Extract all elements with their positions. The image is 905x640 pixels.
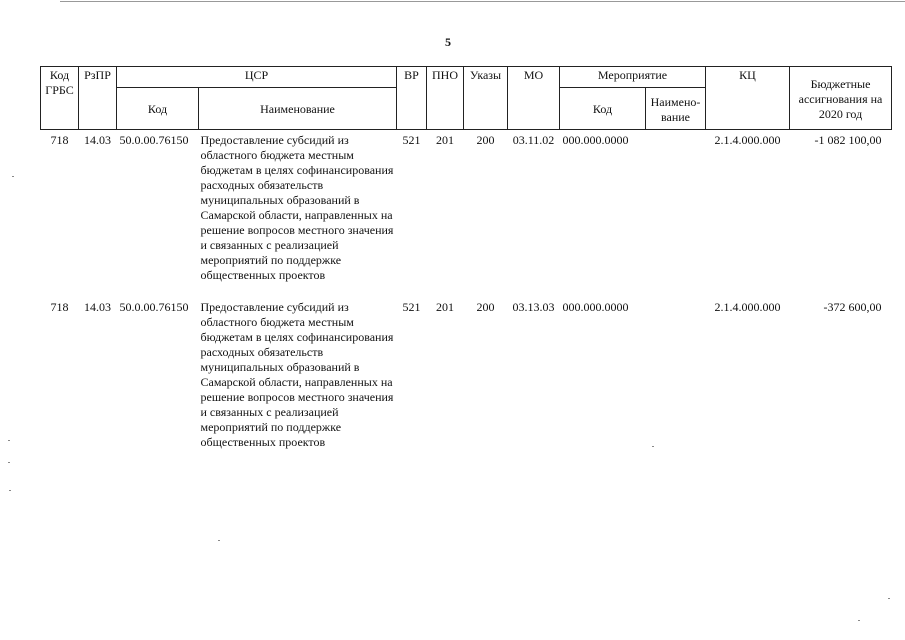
cell-rzpr: 14.03 [84,133,111,147]
cell-csr-kod: 50.0.00.76150 [119,300,189,314]
cell-mo: 03.11.02 [512,133,555,147]
table-header [41,67,892,130]
budget-allocation-table [40,66,892,450]
cell-mo: 03.13.03 [512,300,555,314]
header-csr-kod: Код [117,88,199,130]
scan-speck [888,598,890,599]
cell-mer-kod: 000.000.0000 [562,133,629,147]
header-mer-kod: Код [560,88,646,130]
scan-speck [858,620,860,621]
cell-vr: 521 [402,300,421,314]
scan-speck [9,490,11,491]
header-kod-grbs: Код ГРБС [41,67,79,130]
row-spacer [41,283,892,297]
scan-speck [218,540,220,541]
cell-csr-kod: 50.0.00.76150 [119,133,189,147]
cell-grbs: 718 [50,133,69,147]
cell-vr: 521 [402,133,421,147]
scan-speck [652,446,654,447]
header-pno: ПНО [427,67,464,130]
scan-speck [8,440,10,441]
header-csr-name: Наименование [199,88,397,130]
cell-kc: 2.1.4.000.000 [714,133,781,147]
cell-amount: -372 600,00 [823,300,882,314]
cell-rzpr: 14.03 [84,300,111,314]
page-number: 5 [445,35,451,49]
cell-mer-name [646,130,706,284]
cell-kc: 2.1.4.000.000 [714,300,781,314]
header-csr: ЦСР [117,67,397,88]
cell-pno: 201 [436,300,454,314]
cell-mer-kod: 000.000.0000 [562,300,629,314]
cell-pno: 201 [436,133,454,147]
table-body [41,130,892,451]
scan-speck [12,176,14,177]
header-mo: МО [508,67,560,130]
header-mer-name: Наимено-вание [646,88,706,130]
header-vr: ВР [397,67,427,130]
cell-ukazy: 200 [476,133,495,147]
header-ukazy: Указы [464,67,508,130]
table-row [41,130,892,284]
header-rzpr: РзПР [79,67,117,130]
cell-amount: -1 082 100,00 [814,133,882,147]
scan-speck [8,462,10,463]
cell-name: Предоставление субсидий из областного бюджета местным бюджетам в целях софинансирования расходных обязательств муниципальных образований в Самарской области, направленных на решение вопросов местного значения и связанных с реализацией мероприятий по поддержке общественных проектов [200,133,394,282]
scan-top-rule [60,1,905,2]
header-kc: КЦ [706,67,790,130]
cell-grbs: 718 [50,300,69,314]
table-row [41,297,892,450]
header-budget: Бюджетные ассигнования на 2020 год [790,67,892,130]
header-meropriyatie: Мероприятие [560,67,706,88]
cell-name: Предоставление субсидий из областного бюджета местным бюджетам в целях софинансирования расходных обязательств муниципальных образований в Самарской области, направленных на решение вопросов местного значения и связанных с реализацией мероприятий по поддержке общественных проектов [200,300,394,449]
cell-ukazy: 200 [476,300,495,314]
cell-mer-name [646,297,706,450]
